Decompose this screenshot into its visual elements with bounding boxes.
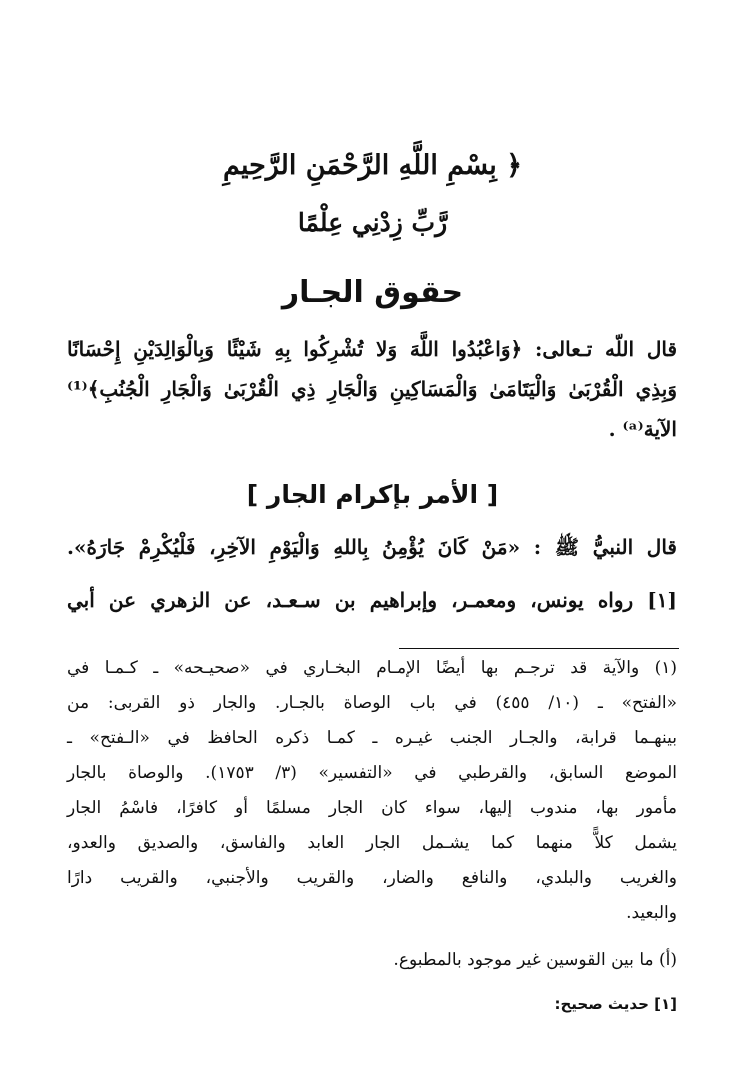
footnote-line-6: يشمل كلاًّ منهما كما يشـمل الجار العابد والفاسق، والصديق والعدو،: [67, 833, 677, 853]
footnote-line-5: مأمور بها، مندوب إليها، سواء كان الجار مسلمًا أو كافرًا، فاسْمُ الجار: [67, 798, 677, 818]
dua-line: رَّبِّ زِدْنِي عِلْمًا: [297, 208, 448, 237]
footnote-line-2: «الفتح» ـ (١٠/ ٤٥٥) في باب الوصاة بالجـار. والجار ذو القربى: من: [67, 693, 678, 713]
narration-line: [١] رواه يونس، ومعمـر، وإبراهيم بن سـعـد، عن الزهري عن أبي: [67, 588, 677, 612]
basmala-heading: ﴿ بِسْمِ اللَّهِ الرَّحْمَنِ الرَّحِيمِ: [222, 150, 523, 181]
intro-line-2: وَبِذِي الْقُرْبَىٰ وَالْيَتَامَىٰ وَالْمَسَاكِينِ وَالْجَارِ ذِي الْقُرْبَىٰ وَالْجَارِ الْجُنُبِ﴾⁽¹⁾: [67, 377, 677, 401]
footnote-line-3: بينهـما قرابة، والجـار الجنب غيـره ـ كمـا ذكره الحافظ في «الـفتح» ـ: [67, 728, 677, 748]
footnote-a: (أ) ما بين القوسين غير موجود بالمطبوع.: [393, 950, 677, 970]
intro-line-3: الآية⁽ᵃ⁾ .: [608, 417, 677, 441]
footnote-line-4: الموضع السابق، والقرطبي في «التفسير» (٣/ ١٧٥٣). والوصاة بالجار: [67, 763, 678, 783]
hadith-text: قال النبيُّ ﷺ : «مَنْ كَانَ يُؤْمِنُ بِاللهِ وَالْيَوْمِ الآخِرِ، فَلْيُكْرِمْ جَارَهُ».: [67, 535, 677, 559]
hadith-grade-note: [١] حديث صحيح:: [554, 995, 677, 1013]
section-heading: [ الأمر بإكرام الجار ]: [246, 480, 499, 509]
footnote-line-1: (١) والآية قد ترجـم بها أيضًا الإمـام البخـاري في «صحيـحه» ـ كـمـا في: [67, 658, 677, 678]
footnote-line-7: والغريب والبلدي، والنافع والضار، والقريب والأجنبي، والقريب دارًا: [67, 868, 677, 888]
footnote-separator: [399, 648, 679, 649]
intro-line-1: قال اللّه تـعالى: ﴿وَاعْبُدُوا اللَّهَ وَلا تُشْرِكُوا بِهِ شَيْئًا وَبِالْوَالِدَيْنِ إِحْسَانًا: [67, 337, 677, 361]
page-title: حقوق الجـار: [281, 275, 464, 310]
footnote-line-8: والبعيد.: [626, 903, 677, 923]
